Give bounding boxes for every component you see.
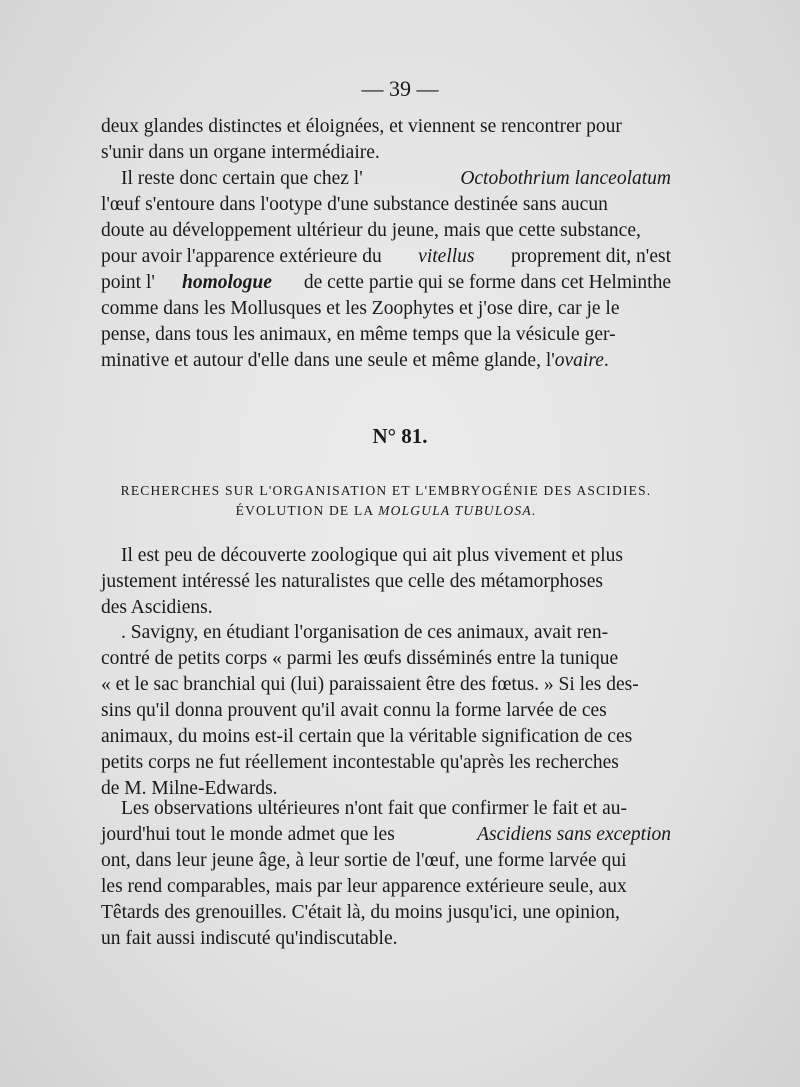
italic-run: MOLGULA TUBULOSA xyxy=(378,503,532,518)
text-run: ÉVOLUTION DE LA xyxy=(235,503,379,518)
text-line xyxy=(101,270,671,296)
text-run: Il reste donc certain que chez l' xyxy=(121,168,363,189)
text-run: point l' xyxy=(101,272,155,293)
text-line: ont, dans leur jeune âge, à leur sortie de l'œuf, une forme larvée qui xyxy=(101,850,627,871)
italic-run: ovaire xyxy=(554,350,604,371)
italic-run: Ascidiens sans exception xyxy=(477,824,671,845)
italic-run: Octobothrium lanceolatum xyxy=(460,168,671,189)
text-run: pour avoir l'apparence extérieure du xyxy=(101,246,387,267)
text-run: . xyxy=(603,350,609,371)
text-line: Les observations ultérieures n'ont fait que confirmer le fait et au- xyxy=(121,798,627,819)
text-line xyxy=(101,166,671,192)
text-line: des Ascidiens. xyxy=(101,597,213,618)
text-line: « et le sac branchial qui (lui) paraissaient être des fœtus. » Si les des- xyxy=(101,674,639,695)
text-line: pense, dans tous les animaux, en même temps que la vésicule ger- xyxy=(101,324,616,345)
paragraph-continuation xyxy=(101,114,671,166)
text-run: de cette partie qui se forme dans cet Helminthe xyxy=(299,272,671,293)
text-run: . xyxy=(531,503,537,518)
text-line: un fait aussi indiscuté qu'indiscutable. xyxy=(101,928,398,949)
paragraph-observations xyxy=(101,796,671,952)
text-line xyxy=(101,348,671,374)
text-line: . Savigny, en étudiant l'organisation de ces animaux, avait ren- xyxy=(121,622,609,643)
text-line: Il est peu de découverte zoologique qui ait plus vivement et plus xyxy=(121,545,623,566)
paragraph-octobothrium xyxy=(101,166,671,374)
italic-run: vitellus xyxy=(418,246,475,267)
section-title-line-1: RECHERCHES SUR L'ORGANISATION ET L'EMBRYOGÉNIE DES ASCIDIES. xyxy=(120,483,652,498)
text-run: minative et autour d'elle dans une seule et même glande, l' xyxy=(101,350,555,371)
text-line xyxy=(101,822,671,848)
text-line: Têtards des grenouilles. C'était là, du moins jusqu'ici, une opinion, xyxy=(101,902,620,923)
text-run: proprement dit, n'est xyxy=(506,246,671,267)
paragraph-savigny xyxy=(101,620,671,802)
text-run: jourd'hui tout le monde admet que les xyxy=(101,824,400,845)
text-line: l'œuf s'entoure dans l'ootype d'une substance destinée sans aucun xyxy=(101,194,608,215)
text-line: les rend comparables, mais par leur apparence extérieure seule, aux xyxy=(101,876,627,897)
section-title-line-2 xyxy=(101,500,671,522)
paragraph-intro xyxy=(101,543,671,621)
text-line: comme dans les Mollusques et les Zoophytes et j'ose dire, car je le xyxy=(101,298,620,319)
text-line: de M. Milne-Edwards. xyxy=(101,778,278,799)
text-line: s'unir dans un organe intermédiaire. xyxy=(101,142,380,163)
text-line: deux glandes distinctes et éloignées, et viennent se rencontrer pour xyxy=(101,116,622,137)
section-number: N° 81. xyxy=(372,424,428,448)
text-line: doute au développement ultérieur du jeune, mais que cette substance, xyxy=(101,220,641,241)
text-line: contré de petits corps « parmi les œufs disséminés entre la tunique xyxy=(101,648,619,669)
text-line: animaux, du moins est-il certain que la véritable signification de ces xyxy=(101,726,633,747)
page-number: — 39 — xyxy=(361,76,439,101)
text-line: justement intéressé les naturalistes que celle des métamorphoses xyxy=(101,571,603,592)
text-line: petits corps ne fut réellement incontestable qu'après les recherches xyxy=(101,752,619,773)
text-line: sins qu'il donna prouvent qu'il avait connu la forme larvée de ces xyxy=(101,700,607,721)
italic-run: homologue xyxy=(181,272,272,293)
text-line xyxy=(101,244,671,270)
